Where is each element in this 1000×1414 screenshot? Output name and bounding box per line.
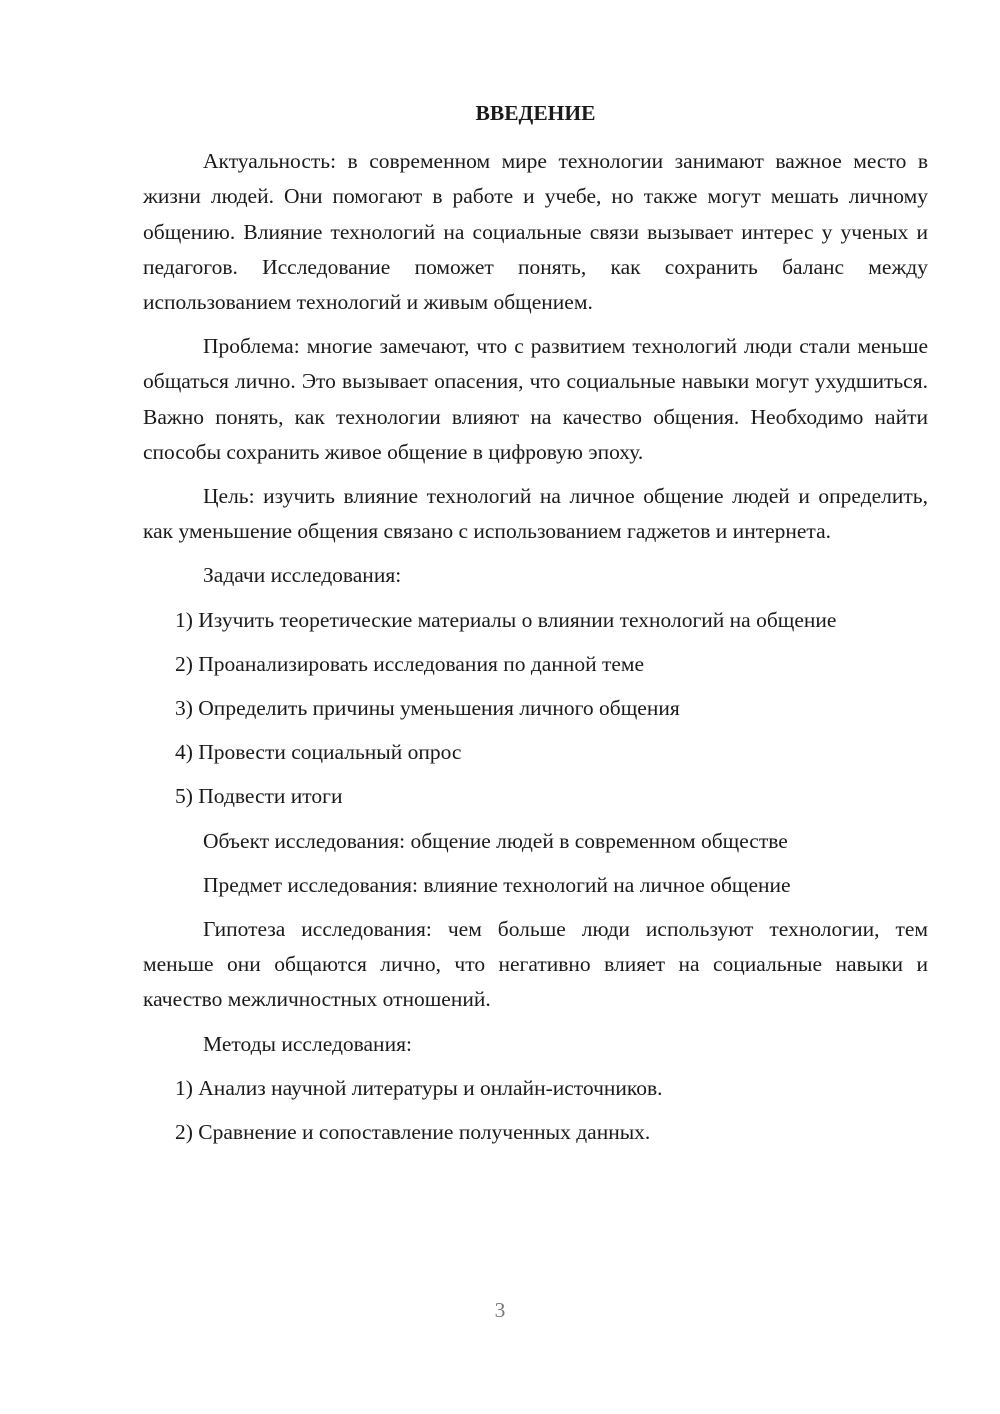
object-paragraph: Объект исследования: общение людей в современном обществе bbox=[203, 828, 788, 853]
goal-paragraph: Цель: изучить влияние технологий на личное общение людей и определить, как уменьшение общения связано с использованием гаджетов и интернета. bbox=[143, 484, 928, 544]
section-heading: ВВЕДЕНИЕ bbox=[475, 101, 596, 125]
method-item-1: 1) Анализ научной литературы и онлайн-источников. bbox=[175, 1075, 663, 1100]
task-item-4: 4) Провести социальный опрос bbox=[175, 740, 462, 765]
task-item-5: 5) Подвести итоги bbox=[175, 784, 343, 809]
problem-paragraph: Проблема: многие замечают, что с развитием технологий люди стали меньше общаться лично. Это вызывает опасения, что социальные навыки могут ухудшиться. Важно понять, как технологии влияют на качество общения. Необходимо найти способы сохранить живое общение в цифровую эпоху. bbox=[143, 334, 928, 464]
page-number: 3 bbox=[494, 1298, 506, 1322]
hypothesis-paragraph: Гипотеза исследования: чем больше люди используют технологии, тем меньше они общаются лично, что негативно влияет на социальные навыки и качество межличностных отношений. bbox=[143, 917, 928, 1012]
subject-paragraph: Предмет исследования: влияние технологий на личное общение bbox=[203, 872, 791, 897]
relevance-paragraph: Актуальность: в современном мире технологии занимают важное место в жизни людей. Они помогают в работе и учебе, но также могут мешать личному общению. Влияние технологий на социальные связи вызывает интерес у ученых и педагогов. Исследование поможет понять, как сохранить баланс между использованием технологий и живым общением. bbox=[143, 149, 928, 315]
task-item-2: 2) Проанализировать исследования по данной теме bbox=[175, 651, 645, 676]
method-item-2: 2) Сравнение и сопоставление полученных данных. bbox=[175, 1120, 651, 1145]
methods-heading: Методы исследования: bbox=[203, 1031, 412, 1056]
task-item-3: 3) Определить причины уменьшения личного общения bbox=[175, 696, 680, 721]
page-content bbox=[143, 96, 928, 1159]
tasks-heading: Задачи исследования: bbox=[203, 563, 402, 588]
task-item-1: 1) Изучить теоретические материалы о влиянии технологий на общение bbox=[175, 607, 837, 632]
